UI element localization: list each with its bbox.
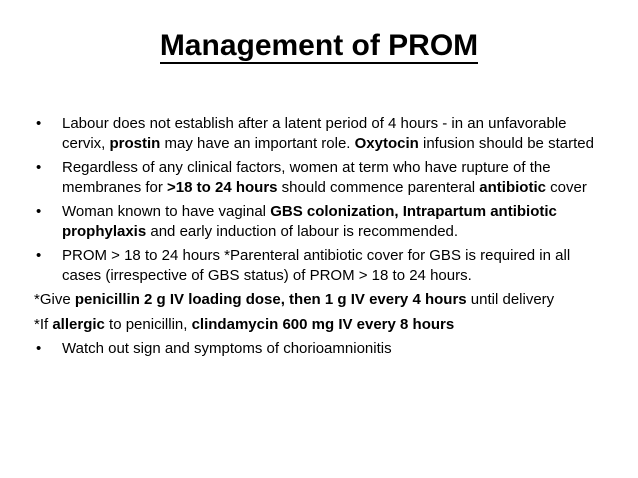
note-allergic: [34, 315, 600, 335]
slide-title-text: Management of PROM: [159, 29, 479, 62]
bold-hours: >18 to 24 hours: [167, 178, 278, 196]
text-span: *Give: [34, 291, 75, 308]
bold-antibiotic: antibiotic: [479, 178, 546, 196]
bullet-item-prom: [34, 246, 600, 285]
text-span: until delivery: [466, 291, 555, 308]
slide-title: [0, 28, 638, 64]
text-span: *If: [34, 315, 53, 333]
bold-oxytocin: Oxytocin: [354, 134, 419, 152]
bullet-dot: •: [36, 203, 42, 220]
text-span: Labour does not establish after a latent period of 4 hours - in an unfavorable cervix,: [62, 115, 567, 152]
note-penicillin: [34, 290, 600, 310]
bold-prostin: prostin: [109, 134, 161, 152]
bold-allergic: allergic: [52, 315, 105, 333]
bullet-dot: •: [36, 340, 42, 357]
text-span: Watch out sign and symptoms of chorioamnionitis: [62, 340, 392, 357]
text-span: and early induction of labour is recommended.: [146, 222, 459, 240]
bullet-item-latent-period: [34, 114, 600, 153]
text-span: Woman known to have vaginal: [62, 203, 271, 220]
text-span: may have an important role.: [160, 134, 355, 152]
bold-gbs-prophylaxis: GBS colonization, Intrapartum antibiotic prophylaxis: [62, 203, 557, 240]
slide-content: [34, 114, 600, 364]
text-span: Regardless of any clinical factors, women at term who have rupture of the membranes for: [62, 159, 551, 196]
bullet-item-gbs: [34, 202, 600, 241]
bullet-item-chorioamnionitis: [34, 339, 600, 359]
text-span: PROM > 18 to 24 hours *Parenteral antibiotic cover for GBS is required in all cases (irrespective of GBS status) of PROM > 18 to 24 hours.: [62, 247, 571, 284]
bullet-dot: •: [36, 159, 42, 176]
bold-penicillin-dose: penicillin 2 g IV loading dose, then 1 g IV every 4 hours: [74, 291, 467, 308]
bullet-dot: •: [36, 115, 42, 132]
text-span: infusion should be started: [418, 134, 594, 152]
text-span: cover: [545, 178, 587, 196]
text-span: should commence parenteral: [277, 178, 480, 196]
bullet-dot: •: [36, 247, 42, 264]
bullet-item-antibiotic-cover: [34, 158, 600, 197]
text-span: to penicillin,: [104, 315, 192, 333]
bold-clindamycin: clindamycin 600 mg IV every 8 hours: [191, 315, 455, 333]
